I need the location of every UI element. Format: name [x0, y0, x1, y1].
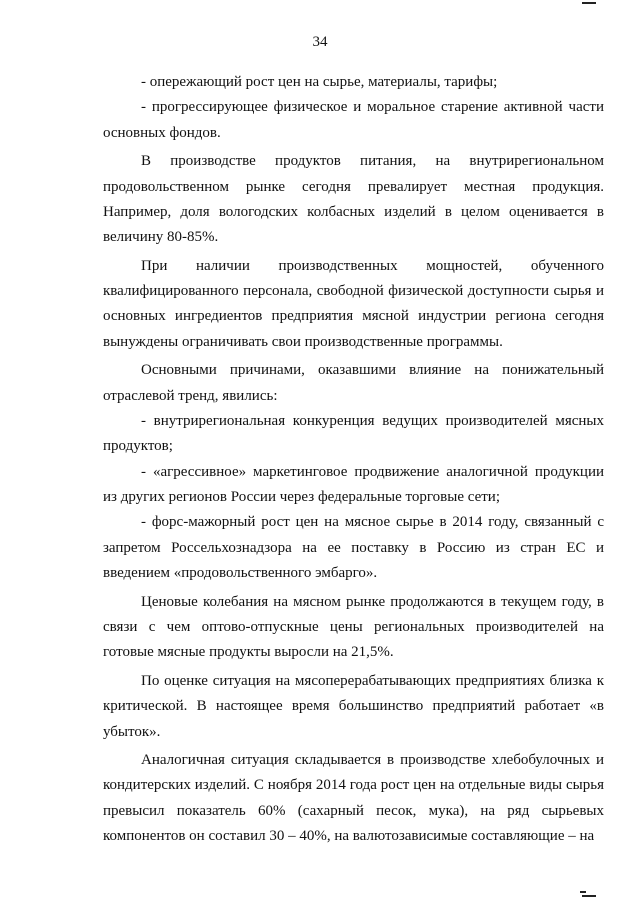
corner-mark-top: [582, 2, 596, 4]
paragraph-7: - «агрессивное» маркетинговое продвижение аналогичной продукции из других регионов России через федеральные торговые сети;: [103, 463, 604, 506]
paragraph-9: Ценовые колебания на мясном рынке продолжаются в текущем году, в связи с чем оптово-отпускные цены региональных производителей на готовые мясные продукты выросли на 21,5%.: [103, 593, 604, 661]
paragraph-5: Основными причинами, оказавшими влияние на понижательный отраслевой тренд, явились:: [103, 362, 604, 404]
paragraph-4: При наличии производственных мощностей, обученного квалифицированного персонала, свободной физической доступности сырья и основных ингредиентов предприятия мясной индустрии региона сегодня вынуждены ограничивать свои производственные программы.: [103, 257, 604, 350]
paragraph-10: По оценке ситуация на мясоперерабатывающих предприятиях близка к критической. В настоящее время большинство предприятий работает «в убыток».: [103, 672, 604, 740]
paragraph-11: Аналогичная ситуация складывается в производстве хлебобулочных и кондитерских изделий. С ноября 2014 года рост цен на отдельные виды сырья превысил показатель 60% (сахарный песок, мука), на ряд сырьевых компонентов он составил 30 – 40%, на валютозависимые составляющие – на: [103, 752, 604, 845]
paragraph-3: В производстве продуктов питания, на внутрирегиональном продовольственном рынке сегодня превалирует местная продукция. Например, доля вологодских колбасных изделий в целом оценивается в величину 80-85%.: [103, 153, 604, 246]
paragraph-2: - прогрессирующее физическое и моральное старение активной части основных фондов.: [103, 99, 604, 141]
document-body: [103, 70, 604, 849]
page-number: 34: [312, 34, 328, 50]
paragraph-6: - внутрирегиональная конкуренция ведущих производителей мясных продуктов;: [103, 413, 604, 455]
paragraph-8: - форс-мажорный рост цен на мясное сырье в 2014 году, связанный с запретом Россельхознадзора на ее поставку в Россию из стран ЕС и введением «продовольственного эмбарго».: [103, 514, 604, 582]
corner-mark-bottom: [582, 895, 596, 897]
paragraph-1: - опережающий рост цен на сырье, материалы, тарифы;: [141, 74, 498, 90]
